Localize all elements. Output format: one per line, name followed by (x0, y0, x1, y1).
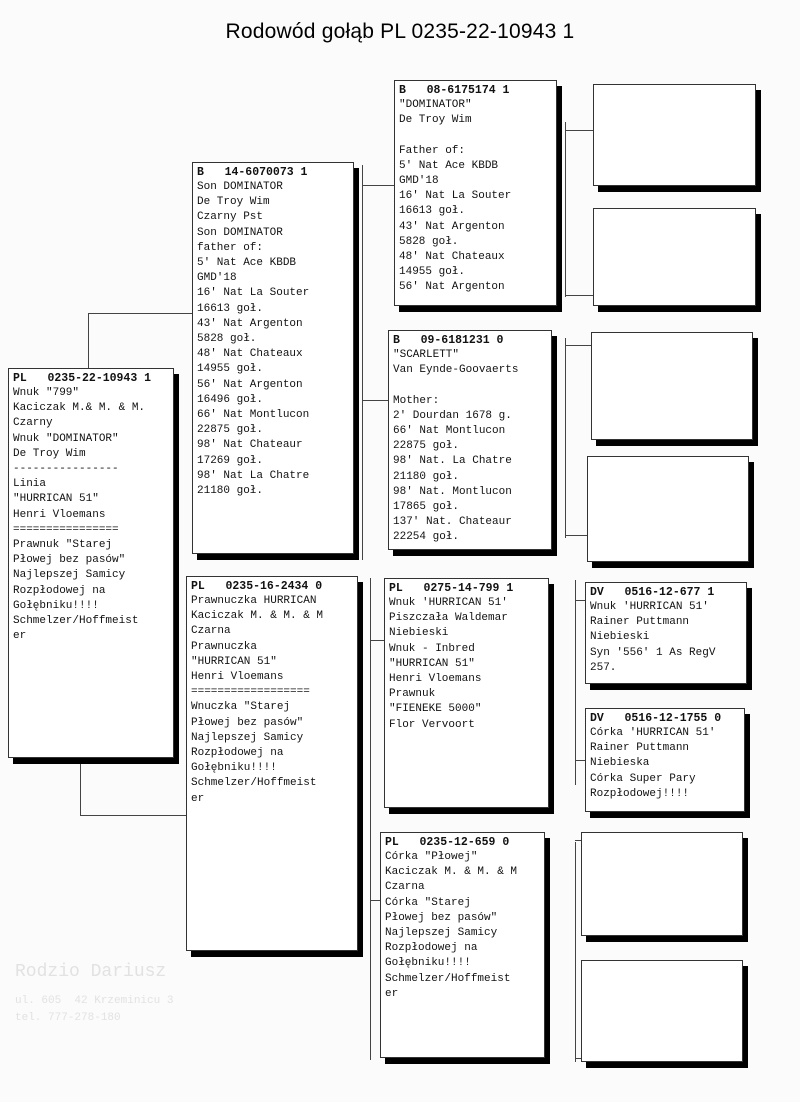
sire-card (192, 162, 354, 554)
detail-line: 21180 goł. (197, 485, 264, 498)
dam-card (186, 576, 358, 951)
detail-line: GMD'18 (399, 175, 439, 188)
detail-line: 14955 goł. (399, 266, 466, 279)
connector (575, 760, 585, 761)
dam-sire-sire-details (590, 600, 742, 676)
connector (362, 165, 363, 560)
detail-line: Henri Vloemans (191, 671, 284, 684)
detail-line: 16' Nat La Souter (399, 190, 512, 203)
connector (88, 313, 192, 314)
detail-line: GMD'18 (197, 272, 237, 285)
connector (362, 185, 394, 186)
subject-details (13, 386, 169, 644)
detail-line: Mother: (393, 394, 440, 407)
subject-card (8, 368, 174, 758)
detail-line: Van Eynde-Goovaerts (393, 364, 519, 377)
detail-line: "HURRICAN 51" (389, 657, 475, 670)
detail-line: Piszczała Waldemar (389, 612, 508, 625)
detail-line: Schmelzer/Hoffmeist (191, 777, 317, 790)
dam-sire-dam-details (590, 726, 740, 802)
detail-line: ================== (191, 686, 310, 699)
great-grandparent-card-8 (581, 960, 743, 1062)
detail-line: 66' Nat Montlucon (393, 425, 506, 438)
detail-line: 5828 goł. (197, 333, 257, 346)
dam-sire-sire-card (585, 582, 747, 684)
detail-line: 56' Nat Argenton (197, 378, 303, 391)
detail-line: 17269 goł. (197, 454, 264, 467)
detail-line: Wnuk - Inbred (389, 642, 475, 655)
dam-sire-ring: PL 0275-14-799 1 (389, 582, 514, 595)
detail-line: Kaciczak M.& M. & M. (13, 402, 146, 415)
detail-line: 98' Nat Chateaur (197, 439, 303, 452)
detail-line: 137' Nat. Chateaur (393, 516, 512, 529)
detail-line: Schmelzer/Hoffmeist (13, 615, 139, 628)
detail-line: Płowej bez pasów" (385, 911, 498, 924)
detail-line: De Troy Wim (399, 114, 472, 127)
detail-line: Syn '556' 1 As RegV (590, 646, 716, 659)
detail-line: 14955 goł. (197, 363, 264, 376)
detail-line: Córka "Płowej" (385, 851, 478, 863)
detail-line: 16' Nat La Souter (197, 287, 310, 300)
detail-line: Rainer Puttmann (590, 616, 690, 629)
detail-line: Niebieski (590, 631, 650, 644)
detail-line: Rozpłodowej na (385, 942, 478, 955)
detail-line: 98' Nat. Montlucon (393, 485, 512, 498)
detail-line: 257. (590, 661, 617, 674)
detail-line: er (13, 630, 27, 643)
detail-line: Czarna (191, 625, 231, 638)
connector (575, 580, 576, 785)
dam-sire-dam-card (585, 708, 745, 812)
connector (575, 842, 576, 1062)
dam-ring: PL 0235-16-2434 0 (191, 580, 323, 593)
detail-line: 5828 goł. (399, 235, 459, 248)
detail-line: "SCARLETT" (393, 349, 460, 361)
detail-line: Płowej bez pasów" (13, 554, 126, 567)
detail-line: 48' Nat Chateaux (399, 251, 505, 264)
detail-line: Wnuk "DOMINATOR" (13, 432, 119, 445)
detail-line: 22254 goł. (393, 531, 460, 544)
detail-line: er (191, 792, 205, 805)
detail-line: Wnuk "799" (13, 387, 80, 399)
detail-line: Prawnuk "Starej (13, 539, 113, 552)
connector (80, 760, 81, 815)
detail-line: father of: (197, 241, 264, 254)
connector (565, 295, 593, 296)
detail-line: Córka "Starej (385, 896, 471, 909)
sire-dam-ring: B 09-6181231 0 (393, 334, 504, 347)
connector (565, 122, 566, 297)
detail-line: ---------------- (13, 463, 119, 476)
sire-sire-card (394, 80, 557, 306)
detail-line: Schmelzer/Hoffmeist (385, 972, 511, 985)
sire-sire-details (399, 98, 552, 296)
detail-line: Wnuczka "Starej (191, 701, 291, 714)
dam-sire-dam-ring: DV 0516-12-1755 0 (590, 712, 722, 725)
detail-line: 2' Dourdan 1678 g. (393, 409, 512, 422)
watermark-name: Rodzio Dariusz (15, 962, 167, 982)
detail-line: Rainer Puttmann (590, 742, 690, 755)
watermark-phone: tel. 777-278-180 (15, 1012, 121, 1024)
connector (565, 130, 593, 131)
detail-line: Son DOMINATOR (197, 181, 283, 193)
detail-line: 16613 goł. (197, 302, 264, 315)
sire-dam-details (393, 348, 547, 546)
detail-line: Flor Vervoort (389, 718, 475, 731)
detail-line: Rozpłodowej na (13, 584, 106, 597)
detail-line: Father of: (399, 144, 466, 157)
detail-line (399, 128, 552, 143)
detail-line: 48' Nat Chateaux (197, 348, 303, 361)
connector (370, 578, 371, 1060)
great-grandparent-card-2 (593, 208, 756, 306)
detail-line: 5' Nat Ace KBDB (399, 159, 499, 172)
dam-dam-details (385, 850, 540, 1002)
detail-line: Córka Super Pary (590, 772, 696, 785)
detail-line: "FIENEKE 5000" (389, 703, 482, 716)
detail-line: Gołębniku!!!! (385, 957, 471, 970)
detail-line: Niebieska (590, 757, 650, 770)
dam-dam-card (380, 832, 545, 1058)
detail-line: 16613 goł. (399, 205, 466, 218)
dam-details (191, 594, 353, 807)
dam-sire-sire-ring: DV 0516-12-677 1 (590, 586, 715, 599)
detail-line: Czarny (13, 417, 53, 430)
detail-line: Najlepszej Samicy (13, 569, 126, 582)
detail-line: 22875 goł. (197, 424, 264, 437)
detail-line: De Troy Wim (197, 196, 270, 209)
great-grandparent-card-1 (593, 84, 756, 186)
subject-ring: PL 0235-22-10943 1 (13, 372, 152, 385)
detail-line: Prawnuczka (191, 640, 258, 653)
detail-line: "DOMINATOR" (399, 99, 472, 111)
sire-sire-ring: B 08-6175174 1 (399, 84, 510, 97)
great-grandparent-card-3 (591, 332, 753, 440)
connector (88, 313, 89, 369)
detail-line: Linia (13, 478, 47, 491)
watermark-address: ul. 605 42 Krzeminicu 3 (15, 995, 174, 1007)
detail-line: De Troy Wim (13, 447, 86, 460)
detail-line: "HURRICAN 51" (191, 655, 277, 668)
detail-line: Płowej bez pasów" (191, 716, 304, 729)
great-grandparent-card-4 (587, 456, 749, 562)
sire-details (197, 180, 349, 499)
detail-line: Kaciczak M. & M. & M (385, 866, 518, 879)
detail-line: Gołębniku!!!! (13, 599, 99, 612)
detail-line: Henri Vloemans (389, 673, 482, 686)
detail-line: Najlepszej Samicy (385, 927, 498, 940)
dam-sire-card (384, 578, 549, 808)
detail-line: Henri Vloemans (13, 508, 106, 521)
detail-line: Wnuk 'HURRICAN 51' (389, 597, 508, 609)
detail-line: 21180 goł. (393, 470, 460, 483)
detail-line: Niebieski (389, 627, 449, 640)
detail-line: Rozpłodowej na (191, 747, 284, 760)
detail-line: Son DOMINATOR (197, 226, 283, 239)
connector (565, 345, 593, 346)
detail-line: 22875 goł. (393, 440, 460, 453)
sire-dam-card (388, 330, 552, 550)
detail-line: 98' Nat. La Chatre (393, 455, 512, 468)
connector (565, 338, 566, 538)
detail-line: 17865 goł. (393, 501, 460, 514)
detail-line: ================ (13, 523, 119, 536)
detail-line: 43' Nat Argenton (399, 220, 505, 233)
dam-sire-details (389, 596, 544, 733)
detail-line: 98' Nat La Chatre (197, 469, 310, 482)
detail-line: 16496 goł. (197, 393, 264, 406)
detail-line: 5' Nat Ace KBDB (197, 257, 297, 270)
connector (370, 640, 384, 641)
connector (575, 600, 585, 601)
great-grandparent-card-7 (581, 832, 743, 936)
detail-line: Gołębniku!!!! (191, 762, 277, 775)
detail-line: "HURRICAN 51" (13, 493, 99, 506)
sire-ring: B 14-6070073 1 (197, 166, 308, 179)
detail-line: er (385, 987, 399, 1000)
detail-line: 56' Nat Argenton (399, 281, 505, 294)
detail-line: Czarny Pst (197, 211, 264, 224)
detail-line: Kaciczak M. & M. & M (191, 610, 324, 623)
detail-line (393, 378, 547, 393)
dam-dam-ring: PL 0235-12-659 0 (385, 836, 510, 849)
detail-line: Najlepszej Samicy (191, 731, 304, 744)
detail-line: Wnuk 'HURRICAN 51' (590, 601, 709, 613)
detail-line: Rozpłodowej!!!! (590, 787, 690, 800)
detail-line: 66' Nat Montlucon (197, 409, 310, 422)
detail-line: Prawnuczka HURRICAN (191, 595, 317, 607)
detail-line: 43' Nat Argenton (197, 317, 303, 330)
detail-line: Prawnuk (389, 688, 436, 701)
connector (80, 815, 186, 816)
detail-line: Czarna (385, 881, 425, 894)
detail-line: Córka 'HURRICAN 51' (590, 727, 716, 739)
pedigree-title: Rodowód gołąb PL 0235-22-10943 1 (225, 20, 575, 43)
